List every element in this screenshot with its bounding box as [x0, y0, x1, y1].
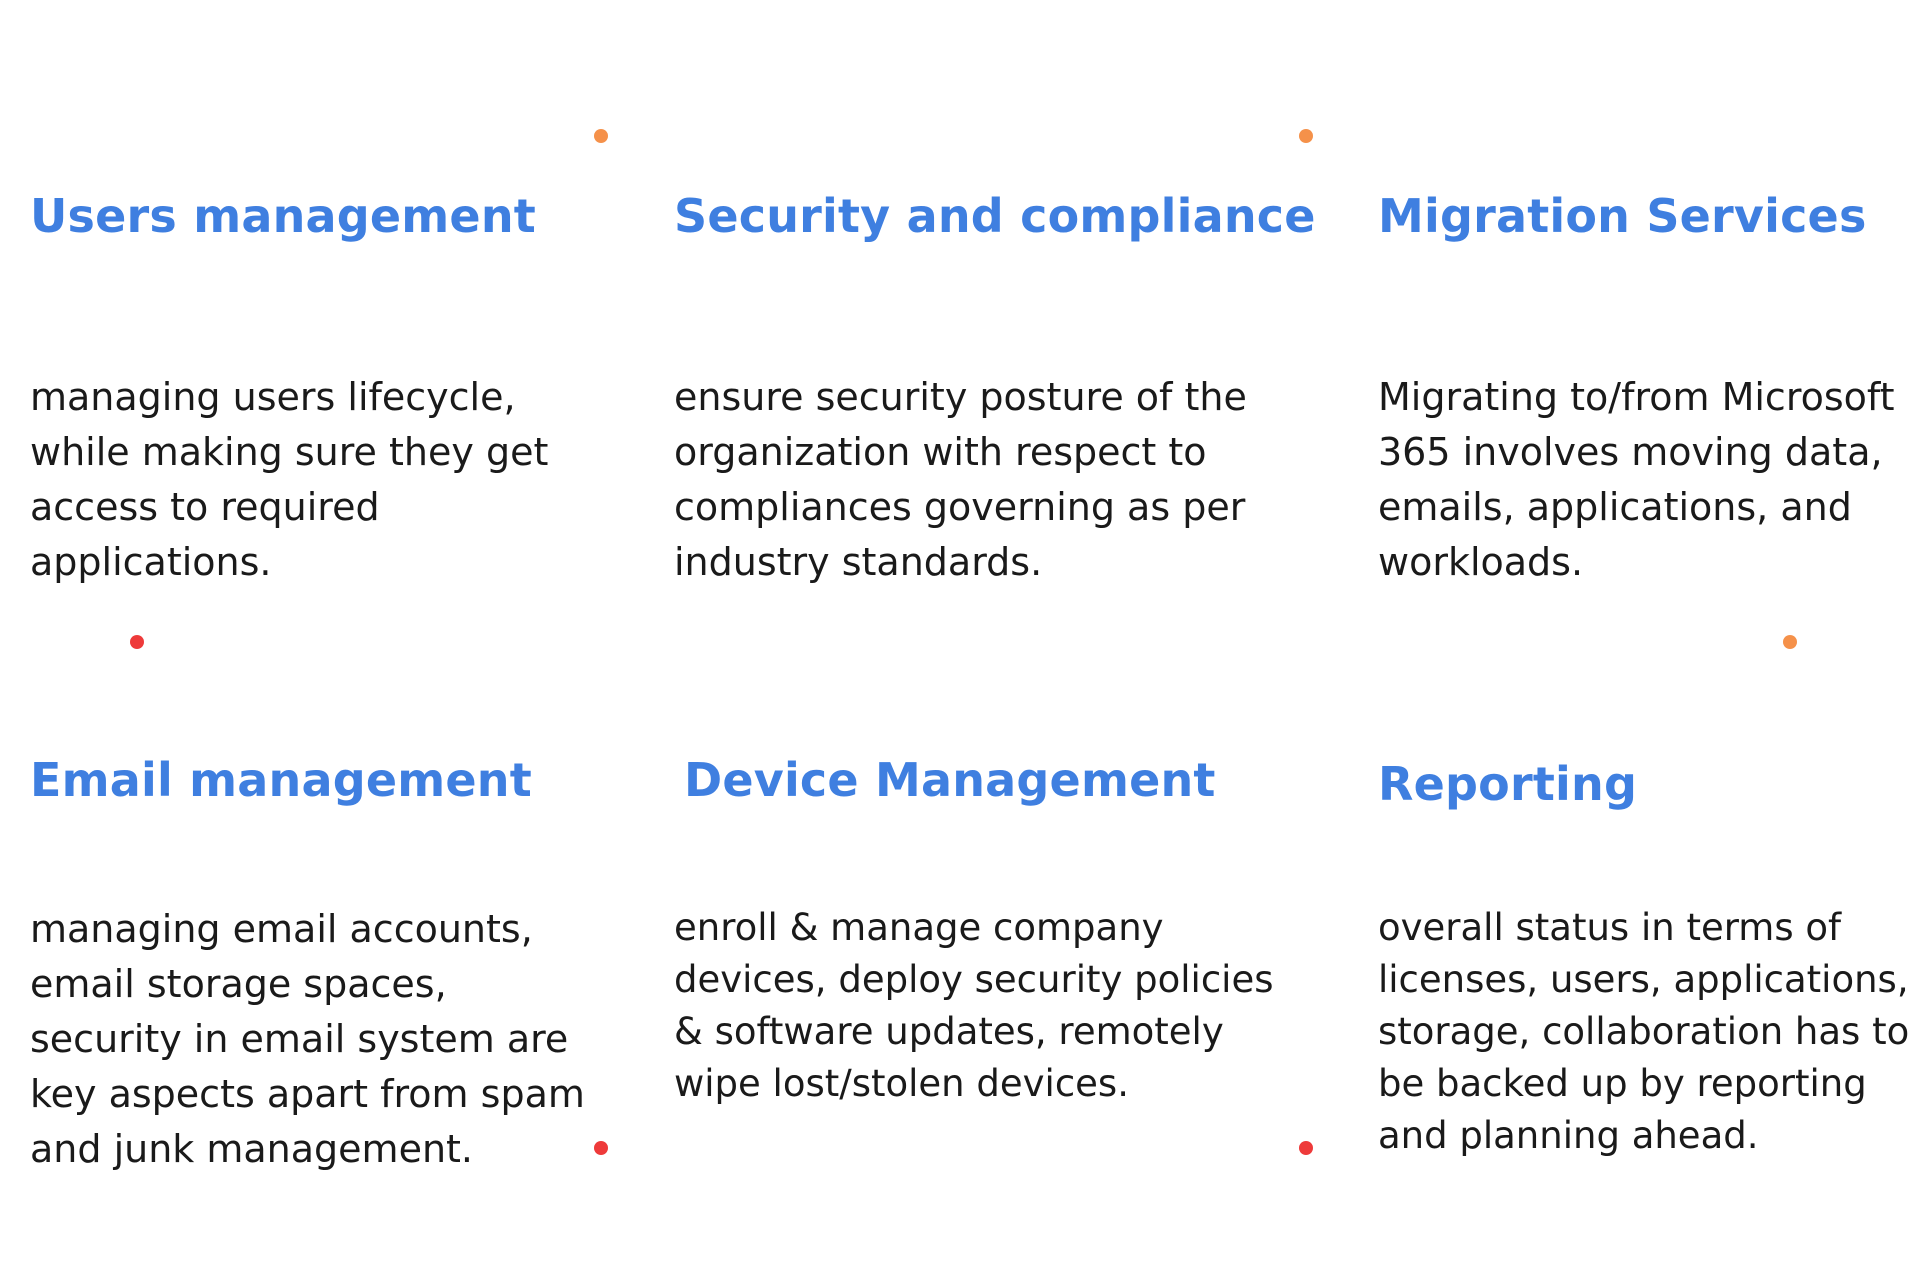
divider-dot-left-bottom [594, 1141, 608, 1155]
cell-title: Device Management [684, 753, 1216, 807]
cell-title: Email management [30, 753, 532, 807]
cell-description: ensure security posture of the organization with respect to compliances governing as per industry standards. [674, 375, 1247, 584]
cell-description: Migrating to/from Microsoft 365 involves moving data, emails, applications, and workloads. [1378, 375, 1895, 584]
cell-description: overall status in terms of licenses, users, applications, storage, collaboration has to be backed up by reporting and planning ahead. [1378, 906, 1910, 1157]
cell-title: Migration Services [1378, 189, 1867, 243]
cell-title: Security and compliance [674, 189, 1316, 243]
divider-dot-horizontal-right [1783, 635, 1797, 649]
divider-dot-left-top [594, 129, 608, 143]
divider-dot-right-top [1299, 129, 1313, 143]
divider-dot-horizontal-left [130, 635, 144, 649]
cell-description: managing users lifecycle, while making sure they get access to required applications. [30, 375, 549, 584]
cell-description: managing email accounts, email storage spaces, security in email system are key aspects apart from spam and junk management. [30, 907, 585, 1171]
divider-dot-right-bottom [1299, 1141, 1313, 1155]
cell-title: Reporting [1378, 757, 1638, 811]
cell-description: enroll & manage company devices, deploy security policies & software updates, remotely wipe lost/stolen devices. [674, 906, 1274, 1105]
cell-title: Users management [30, 189, 536, 243]
